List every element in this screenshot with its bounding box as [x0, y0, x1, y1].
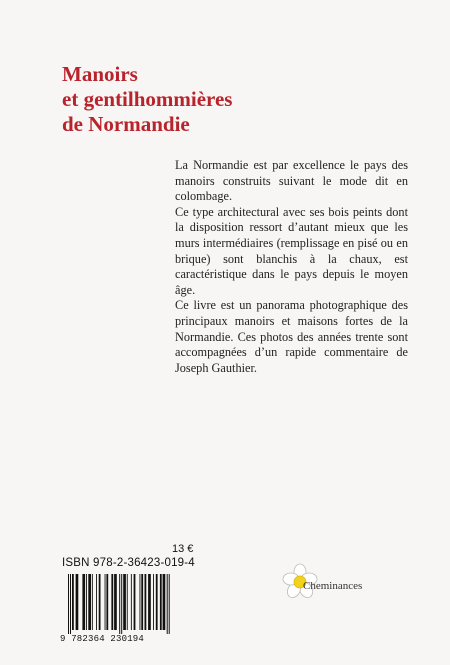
barcode-bar: [86, 574, 87, 630]
barcode-bar: [169, 574, 170, 634]
barcode-bar: [121, 574, 122, 634]
barcode-bar: [106, 574, 108, 630]
barcode-bar: [76, 574, 79, 630]
publisher-logo: [280, 562, 410, 602]
barcode-bar: [131, 574, 132, 630]
barcode-bar: [141, 574, 143, 630]
barcode-bar: [111, 574, 113, 630]
barcode-bar: [167, 574, 168, 634]
barcode-bar: [140, 574, 141, 630]
barcode-bar: [72, 574, 74, 630]
barcode-bar: [99, 574, 101, 630]
book-title: [62, 62, 232, 137]
title-line-3: de Normandie: [62, 112, 190, 136]
barcode-bar: [123, 574, 126, 630]
description-paragraph-2: Ce type architectural avec ses bois peints dont la disposition ressort d’autant mieux que les murs intermédiaires (remplissage en pisé ou en brique) sont blanchis à la chaux, est caractéristique dans le pays depuis le moyen âge.: [175, 204, 408, 297]
barcode-bar: [96, 574, 97, 630]
barcode-bar: [88, 574, 91, 630]
barcode-bar: [68, 574, 69, 634]
description-paragraph-1: La Normandie est par excellence le pays des manoirs construits suivant le mode dit en colombage.: [175, 158, 408, 204]
price-label: 13 €: [172, 543, 194, 555]
barcode-bar: [156, 574, 158, 630]
title-line-2: et gentilhommières: [62, 87, 233, 111]
barcode-bars: [66, 574, 206, 634]
barcode-bar: [160, 574, 162, 630]
barcode-icon: [66, 574, 206, 634]
barcode-bar: [114, 574, 117, 630]
publisher-name: Cheminances: [303, 580, 363, 592]
barcode-digits: 9 782364 230194: [60, 634, 145, 644]
barcode-bar: [148, 574, 151, 630]
book-description: [175, 158, 408, 376]
title-line-1: Manoirs: [62, 62, 138, 86]
barcode-bar: [153, 574, 154, 630]
description-paragraph-3: Ce livre est un panorama photographique des principaux manoirs et maisons fortes de la Normandie. Ces photos des années trente sont accompagnées d’un rapide commentaire de Joseph Gauthier.: [175, 298, 408, 375]
barcode-bar: [119, 574, 120, 634]
barcode-bar: [134, 574, 136, 630]
barcode-bar: [82, 574, 85, 630]
barcode-bar: [105, 574, 106, 630]
barcode-bar: [145, 574, 147, 630]
barcode-bar: [70, 574, 71, 634]
barcode-bar: [92, 574, 93, 630]
isbn-label: ISBN 978-2-36423-019-4: [62, 557, 195, 569]
barcode-bar: [163, 574, 166, 630]
barcode-bar: [127, 574, 128, 630]
